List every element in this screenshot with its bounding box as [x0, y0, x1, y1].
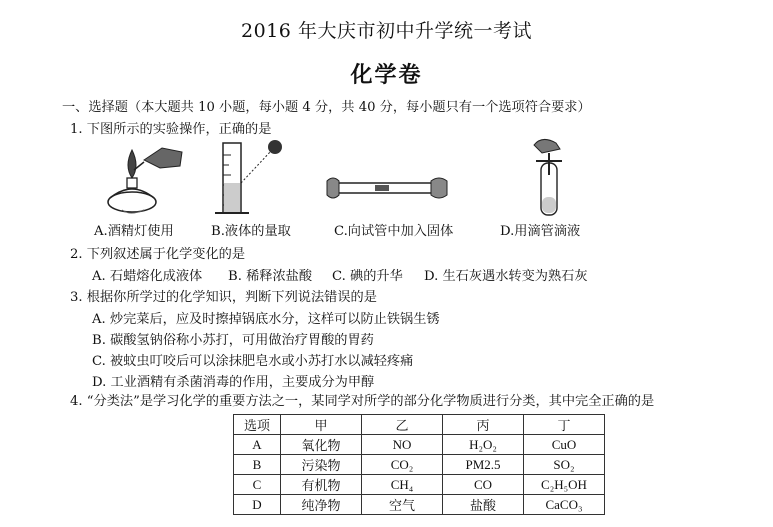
question-2-option-d: D. 生石灰遇水转变为熟石灰 — [424, 269, 588, 284]
test-tube-solid-figure — [325, 165, 465, 210]
table-cell: C₂H₅OH — [524, 475, 605, 495]
table-cell: B — [234, 455, 281, 475]
table-cell: 污染物 — [281, 455, 362, 475]
table-cell: H₂O₂ — [443, 435, 524, 455]
table-cell: A — [234, 435, 281, 455]
figure-caption-b: B.液体的量取 — [211, 224, 291, 239]
table-cell: CaCO₃ — [524, 495, 605, 515]
table-cell: NO — [362, 435, 443, 455]
paper-subtitle: 化学卷 — [350, 62, 423, 88]
table-header-cell: 选项 — [234, 415, 281, 435]
exam-title: 2016 年大庆市初中升学统一考试 — [241, 20, 532, 42]
table-header-cell: 丁 — [524, 415, 605, 435]
question-1-stem: 1. 下图所示的实验操作，正确的是 — [70, 122, 272, 137]
question-4-stem: 4. “分类法”是学习化学的重要方法之一，某同学对所学的部分化学物质进行分类，其中完全正确的是 — [70, 394, 655, 409]
alcohol-lamp-figure — [100, 140, 190, 220]
table-row — [234, 495, 605, 515]
table-cell: 纯净物 — [281, 495, 362, 515]
table-header-row — [234, 415, 605, 435]
question-2-option-a: A. 石蜡熔化成液体 — [92, 269, 203, 284]
table-cell: D — [234, 495, 281, 515]
table-cell: 氧化物 — [281, 435, 362, 455]
question-3-option-a: A. 炒完菜后，应及时擦掉锅底水分，这样可以防止铁锅生锈 — [92, 312, 440, 327]
table-cell: CH₄ — [362, 475, 443, 495]
table-row — [234, 435, 605, 455]
table-cell: SO₂ — [524, 455, 605, 475]
dropper-figure — [520, 135, 580, 220]
figure-caption-d: D.用滴管滴液 — [500, 224, 581, 239]
section-heading: 一、选择题（本大题共 10 小题，每小题 4 分，共 40 分，每小题只有一个选项符合要求） — [62, 100, 591, 115]
table-cell: C — [234, 475, 281, 495]
question-2-option-c: C. 碘的升华 — [332, 269, 403, 284]
table-cell: PM2.5 — [443, 455, 524, 475]
table-header-cell: 甲 — [281, 415, 362, 435]
table-header-cell: 乙 — [362, 415, 443, 435]
figure-caption-a: A.酒精灯使用 — [94, 224, 174, 239]
question-2-option-b: B. 稀释浓盐酸 — [228, 269, 313, 284]
table-header-cell: 丙 — [443, 415, 524, 435]
table-cell: 盐酸 — [443, 495, 524, 515]
table-row — [234, 455, 605, 475]
table-cell: CuO — [524, 435, 605, 455]
classification-table — [233, 414, 605, 515]
question-3-option-c: C. 被蚊虫叮咬后可以涂抹肥皂水或小苏打水以减轻疼痛 — [92, 354, 414, 369]
table-cell: 有机物 — [281, 475, 362, 495]
table-cell: CO — [443, 475, 524, 495]
table-row — [234, 475, 605, 495]
figure-caption-c: C.向试管中加入固体 — [334, 224, 454, 239]
question-3-option-b: B. 碳酸氢钠俗称小苏打，可用做治疗胃酸的胃药 — [92, 333, 374, 348]
table-cell: CO₂ — [362, 455, 443, 475]
question-2-stem: 2. 下列叙述属于化学变化的是 — [70, 247, 246, 262]
question-3-option-d: D. 工业酒精有杀菌消毒的作用，主要成分为甲醇 — [92, 375, 375, 390]
table-cell: 空气 — [362, 495, 443, 515]
question-3-stem: 3. 根据你所学过的化学知识，判断下列说法错误的是 — [70, 290, 377, 305]
graduated-cylinder-figure — [205, 135, 305, 220]
